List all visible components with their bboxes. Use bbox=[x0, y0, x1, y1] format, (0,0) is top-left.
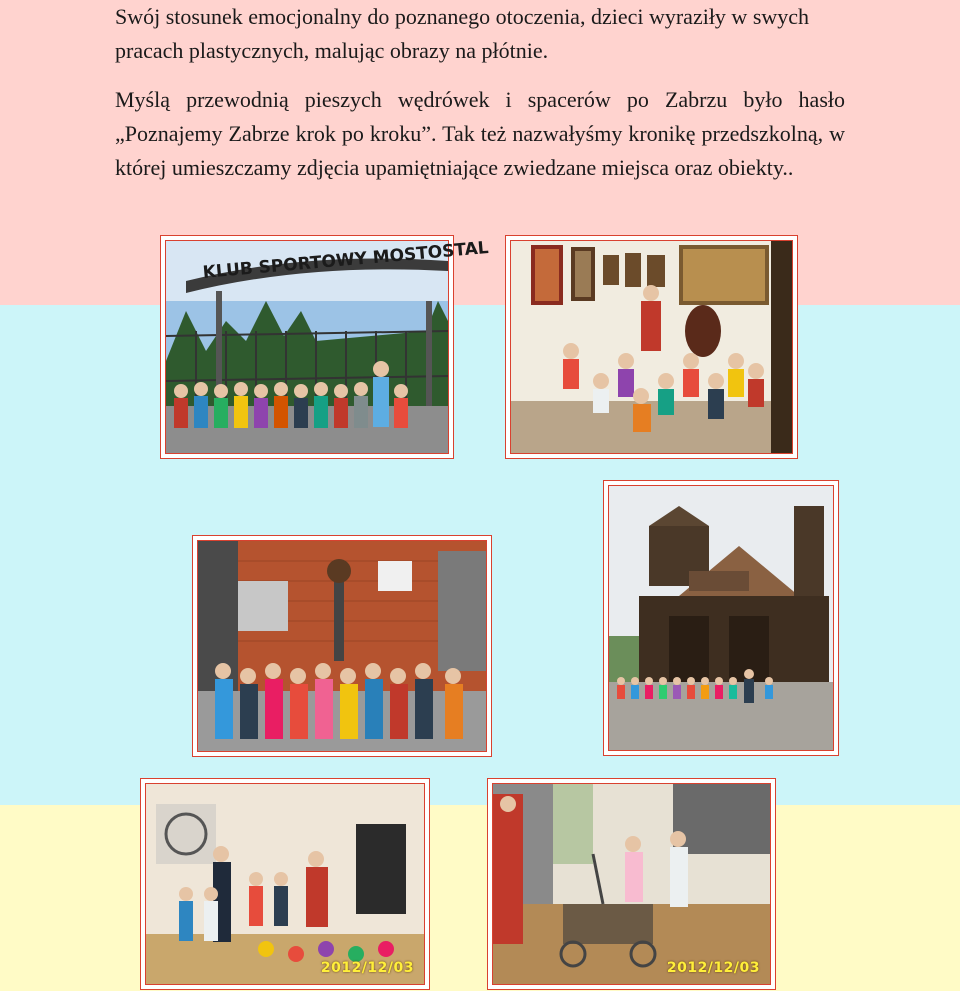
photo-gallery-paintings bbox=[505, 235, 798, 459]
photo-hall-folk-costumes-image bbox=[145, 783, 425, 985]
photo-children-pram-image bbox=[492, 783, 771, 985]
photo-children-pram bbox=[487, 778, 776, 990]
photo-sports-club-gate-image bbox=[165, 238, 490, 454]
photo-gallery-paintings-image bbox=[510, 240, 793, 454]
photo-sports-club-gate bbox=[160, 235, 490, 459]
body-text bbox=[115, 0, 845, 185]
photo-wooden-church-image bbox=[608, 485, 834, 751]
date-stamp: 2012/12/03 bbox=[666, 960, 760, 976]
photo-brick-building-group-image bbox=[197, 540, 487, 752]
sign-club-name: KLUB SPORTOWY MOSTOSTAL bbox=[202, 238, 490, 283]
paragraph-art-works: Swój stosunek emocjonalny do poznanego otoczenia, dzieci wyraziły w swych pracach plastycznych, malując obrazy na płótnie. bbox=[115, 4, 810, 63]
photo-brick-building-group bbox=[192, 535, 492, 757]
photo-wooden-church bbox=[603, 480, 839, 756]
photo-hall-folk-costumes bbox=[140, 778, 430, 990]
paragraph-chronicle: Myślą przewodnią pieszych wędrówek i spacerów po Zabrzu było hasło „Poznajemy Zabrze krok po kroku”. Tak też nazwałyśmy kronikę przedszkolną, w której umieszczamy zdjęcia upamiętniające zwiedzane miejsca oraz obiekty.. bbox=[115, 87, 845, 180]
date-stamp: 2012/12/03 bbox=[320, 960, 414, 976]
